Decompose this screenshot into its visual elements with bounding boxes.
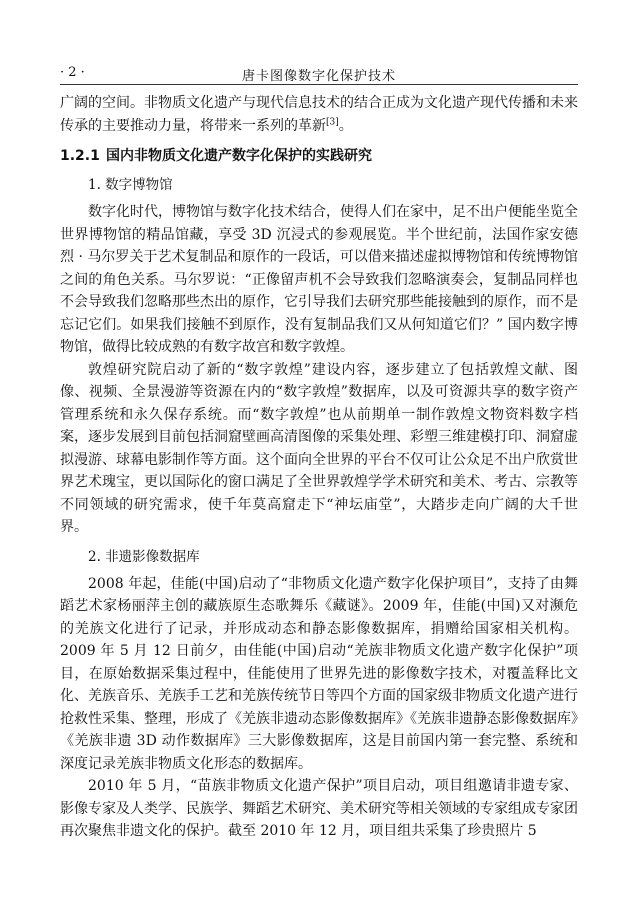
subsection-heading-digital-museum: 1. 数字博物馆 <box>88 177 173 193</box>
paragraph: 敦煌研究院启动了新的“数字敦煌”建设内容，逐步建立了包括敦煌文献、图像、视频、全景漫游等资源在内的“数字敦煌”数据库，以及可资源共享的数字资产管理系统和永久保存系统。而“数字敦煌”也从前期单一制作敦煌文物资料数字档案，逐步发展到目前包括洞窟壁画高清图像的采集处理、彩塑三维建模打印、洞窟虚拟漫游、球幕电影制作等方面。这个面向全世界的平台不仅可让公众足不出户欣赏世界艺术瑰宝，更以国际化的窗口满足了全世界敦煌学学术研究和美术、考古、宗教等不同领域的研究需求，使千年莫高窟走下“神坛庙堂”，大踏步走向广阔的大千世界。 <box>60 361 578 535</box>
intro-paragraph <box>60 92 578 137</box>
paragraph: 数字化时代，博物馆与数字化技术结合，使得人们在家中，足不出户便能坐览全世界博物馆的精品馆藏，享受 3D 沉浸式的参观展览。半个世纪前，法国作家安德烈 · 马尔罗关于艺术复制品和原作的一段话，可以借来描述虚拟博物馆和传统博物馆之间的角色关系。马尔罗说：“正像留声机不会导致我们忽略演奏会，复制品同样也不会导致我们忽略那些杰出的原作，它引导我们去研究那些能接触到的原作，而不是忘记它们。如果我们接触不到原作，没有复制品我们又从何知道它们？” 国内数字博物馆，做得比较成熟的有数字故宫和数字敦煌。 <box>60 204 578 355</box>
running-title: 唐卡图像数字化保护技术 <box>241 69 396 84</box>
citation-ref[interactable]: [3] <box>326 116 339 127</box>
section-heading <box>60 145 578 167</box>
subsection-heading-image-database: 2. 非遗影像数据库 <box>88 548 200 565</box>
section-number: 1.2.1 <box>60 148 100 164</box>
intro-tail: 。 <box>338 117 353 134</box>
running-header <box>60 62 578 85</box>
page-number: · 2 · <box>60 65 85 80</box>
page-body <box>60 92 578 843</box>
paragraph: 2008 年起，佳能(中国)启动了“非物质文化遗产数字化保护项目”，支持了由舞蹈艺术家杨丽萍主创的藏族原生态歌舞乐《藏谜》。2009 年，佳能(中国)又对濒危的羌族文化进行了记录，并形成动态和静态影像数据库，捐赠给国家相关机构。2009 年 5 月 12 日前夕，由佳能(中国)启动“羌族非物质文化遗产数字化保护”项目，在原始数据采集过程中，佳能使用了世界先进的影像数字技术，对覆盖释比文化、羌族音乐、羌族手工艺和羌族传统节日等四个方面的国家级非物质文化遗产进行抢救性采集、整理，形成了《羌族非遗动态影像数据库》《羌族非遗静态影像数据库》《羌族非遗 3D 动作数据库》三大影像数据库，这是目前国内第一套完整、系统和深度记录羌族非物质文化形态的数据库。 <box>60 575 578 772</box>
paragraph: 2010 年 5 月，“苗族非物质文化遗产保护”项目启动，项目组邀请非遗专家、影像专家及人类学、民族学、舞蹈艺术研究、美术研究等相关领域的专家组成专家团再次聚焦非遗文化的保护。截至 2010 年 12 月，项目组共采集了珍贵照片 5 <box>60 778 578 839</box>
intro-text: 广阔的空间。非物质文化遗产与现代信息技术的结合正成为文化遗产现代传播和未来传承的主要推动力量，将带来一系列的革新 <box>60 95 578 134</box>
section-title: 国内非物质文化遗产数字化保护的实践研究 <box>106 148 372 164</box>
